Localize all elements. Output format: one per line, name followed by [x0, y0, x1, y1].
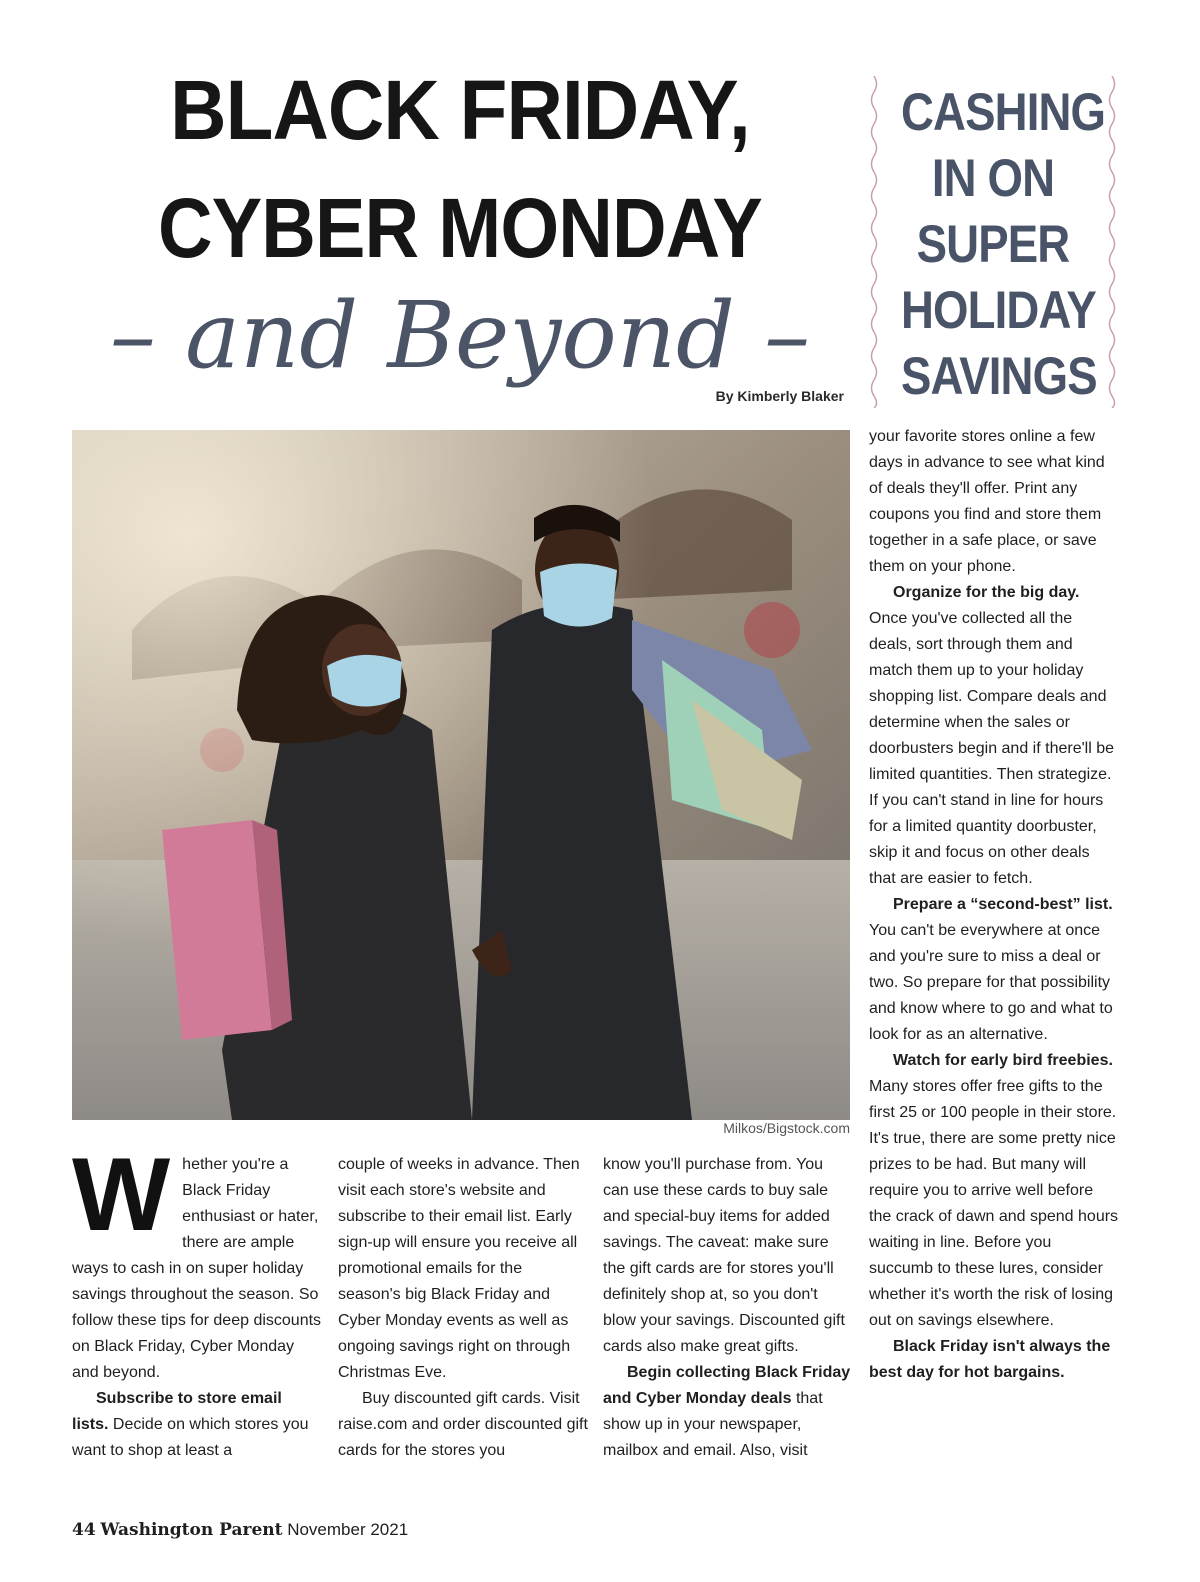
photo-credit: Milkos/Bigstock.com [723, 1120, 850, 1136]
sidebar-title-line: HOLIDAY [900, 281, 1096, 340]
sidebar-title-line: SAVINGS [900, 347, 1097, 406]
tip-paragraph [869, 892, 1119, 1048]
intro-paragraph [72, 1137, 322, 1386]
tip-paragraph [869, 580, 1119, 892]
sidebar-right-wave-border [1106, 76, 1118, 408]
hero-photo [72, 430, 850, 1120]
tip-heading: Subscribe to store email lists. [72, 1390, 282, 1433]
body-paragraph: know you'll purchase from. You can use these cards to buy sale and special-buy items for added savings. The caveat: make sure the gift cards are for stores you'll definitely shop at, so you don't blow your savings. Discounted gift cards also make great gifts. [603, 1156, 845, 1355]
headline-line-2: CYBER MONDAY [158, 181, 762, 275]
tip-text: Many stores offer free gifts to the first 25 or 100 people in their store. It's true, there are some pretty nice prizes to be had. But many will require you to arrive well before the crack of dawn and spend hours waiting in line. Before you succumb to these lures, consider whether it's worth the risk of losing out on savings elsewhere. [869, 1078, 1119, 1329]
body-paragraph: your favorite stores online a few days in advance to see what kind of deals they'll offer. Print any coupons you find and store them together in a safe place, or save them on your phone. [869, 428, 1105, 575]
sidebar-box [868, 76, 1118, 408]
tip-heading: Begin collecting Black Friday and Cyber Monday deals [603, 1364, 851, 1407]
tip-heading: Watch for early bird freebies. [893, 1052, 1113, 1069]
page-number: 44 [72, 1520, 96, 1540]
sidebar-title-line: IN ON [931, 149, 1055, 208]
drop-cap: W [72, 1137, 171, 1253]
sidebar-title-line: CASHING [900, 83, 1106, 142]
tip-paragraph [603, 1360, 853, 1464]
tip-text: that show up in your newspaper, mailbox and email. Also, visit [603, 1390, 823, 1459]
issue-date: November 2021 [287, 1520, 409, 1539]
tip-heading: Organize for the big day. [893, 584, 1080, 601]
body-paragraph: couple of weeks in advance. Then visit each store's website and subscribe to their email list. Early sign-up will ensure you receive all promotional emails for the season's big Black Friday and Cyber Monday events as well as ongoing savings right on through Christmas Eve. [338, 1156, 580, 1381]
article-column-4 [869, 424, 1119, 1386]
article-column-1 [72, 1137, 322, 1464]
sidebar-left-wave-border [868, 76, 880, 408]
page-footer [72, 1520, 408, 1540]
tip-heading: Black Friday isn't always the best day for hot bargains. [869, 1338, 1111, 1381]
body-paragraph: Buy discounted gift cards. Visit raise.com and order discounted gift cards for the stores you [338, 1390, 588, 1459]
sidebar-title [886, 80, 1106, 410]
headline-subtitle: – and Beyond – [109, 282, 811, 389]
tip-text: Once you've collected all the deals, sort through them and match them up to your holiday shopping list. Compare deals and determine when the sales or doorbusters begin and if there'll be limited quantities. Then strategize. If you can't stand in line for hours for a limited quantity doorbuster, skip it and focus on other deals that are easier to fetch. [869, 610, 1114, 887]
byline: By Kimberly Blaker [715, 388, 844, 404]
sidebar-title-line: SUPER [916, 215, 1070, 274]
tip-paragraph [869, 1048, 1119, 1334]
tip-paragraph [869, 1334, 1119, 1386]
tip-heading: Prepare a “second-best” list. [893, 896, 1113, 913]
tip-paragraph [72, 1386, 322, 1464]
tip-text: Decide on which stores you want to shop at least a [72, 1416, 309, 1459]
article-column-2 [338, 1152, 588, 1464]
headline-line-1: BLACK FRIDAY, [170, 63, 750, 157]
intro-text: hether you're a Black Friday enthusiast or hater, there are ample ways to cash in on super holiday savings throughout the season. So follow these tips for deep discounts on Black Friday, Cyber Monday and beyond. [72, 1156, 322, 1381]
publication-name: Washington Parent [100, 1520, 283, 1540]
tip-text: You can't be everywhere at once and you're sure to miss a deal or two. So prepare for that possibility and know where to go and what to look for as an alternative. [869, 922, 1113, 1043]
article-column-3 [603, 1152, 853, 1464]
